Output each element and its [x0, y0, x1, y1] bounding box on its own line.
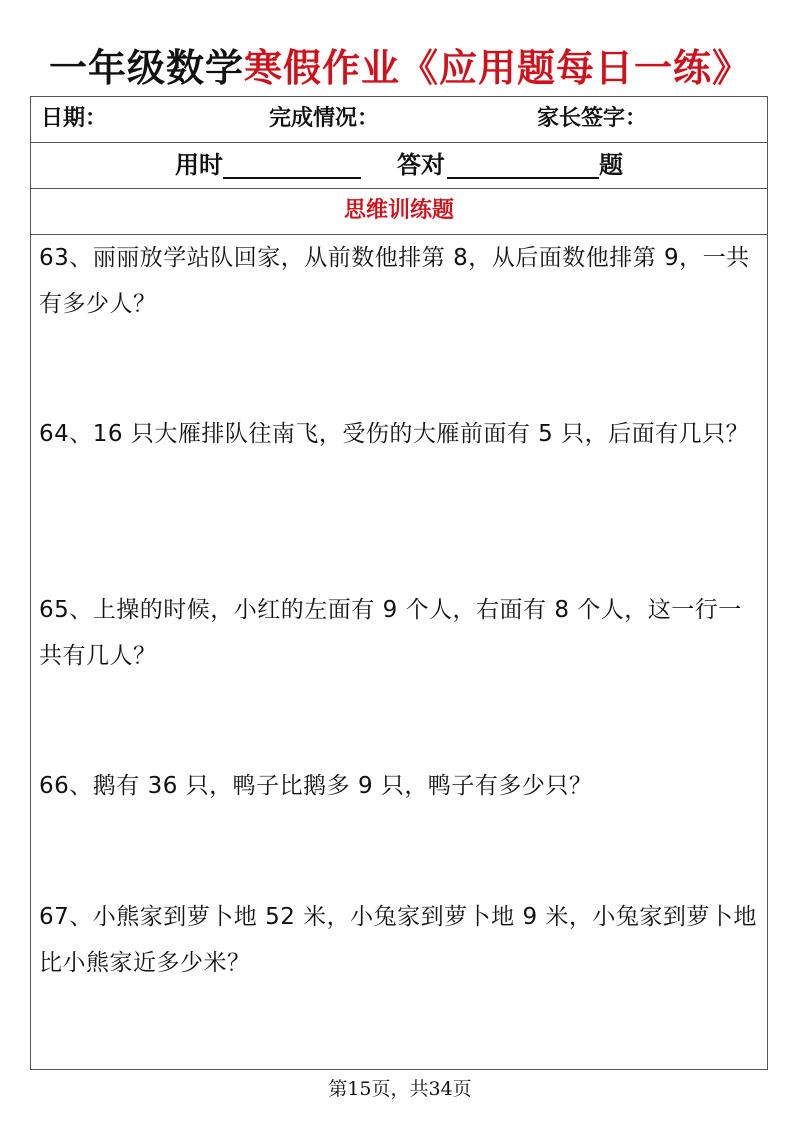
correct-count-suffix: 题	[599, 151, 623, 179]
worksheet-title	[0, 38, 800, 98]
question-65: 65、上操的时候，小红的左面有 9 个人，右面有 8 个人，这一行一共有几人？	[39, 597, 742, 669]
time-used-label: 用时	[175, 151, 223, 179]
info-row	[31, 97, 767, 143]
date-label: 日期：	[41, 106, 108, 131]
question-63: 63、丽丽放学站队回家，从前数他排第 8，从后面数他排第 9，一共有多少人？	[39, 245, 750, 317]
time-score-row	[31, 143, 767, 189]
correct-count-blank[interactable]	[447, 147, 599, 179]
question-66: 66、鹅有 36 只，鸭子比鹅多 9 只，鸭子有多少只？	[39, 773, 593, 799]
worksheet-table	[30, 96, 768, 1070]
title-grade-subject: 一年级数学	[48, 46, 244, 90]
title-homework-name: 寒假作业《应用题每日一练》	[244, 46, 752, 90]
section-title: 思维训练题	[343, 198, 454, 223]
time-score-line	[31, 143, 767, 187]
completion-status-label: 完成情况：	[269, 106, 380, 131]
parent-signature-label: 家长签字：	[537, 106, 648, 131]
time-used-blank[interactable]	[223, 147, 361, 179]
correct-count-label: 答对	[397, 151, 445, 179]
question-67: 67、小熊家到萝卜地 52 米，小兔家到萝卜地 9 米，小兔家到萝卜地比小熊家近多少米？	[39, 904, 757, 976]
page-number: 第15页，共34页	[328, 1078, 472, 1100]
question-64: 64、16 只大雁排队往南飞，受伤的大雁前面有 5 只，后面有几只？	[39, 421, 750, 447]
section-header-row	[31, 189, 767, 235]
